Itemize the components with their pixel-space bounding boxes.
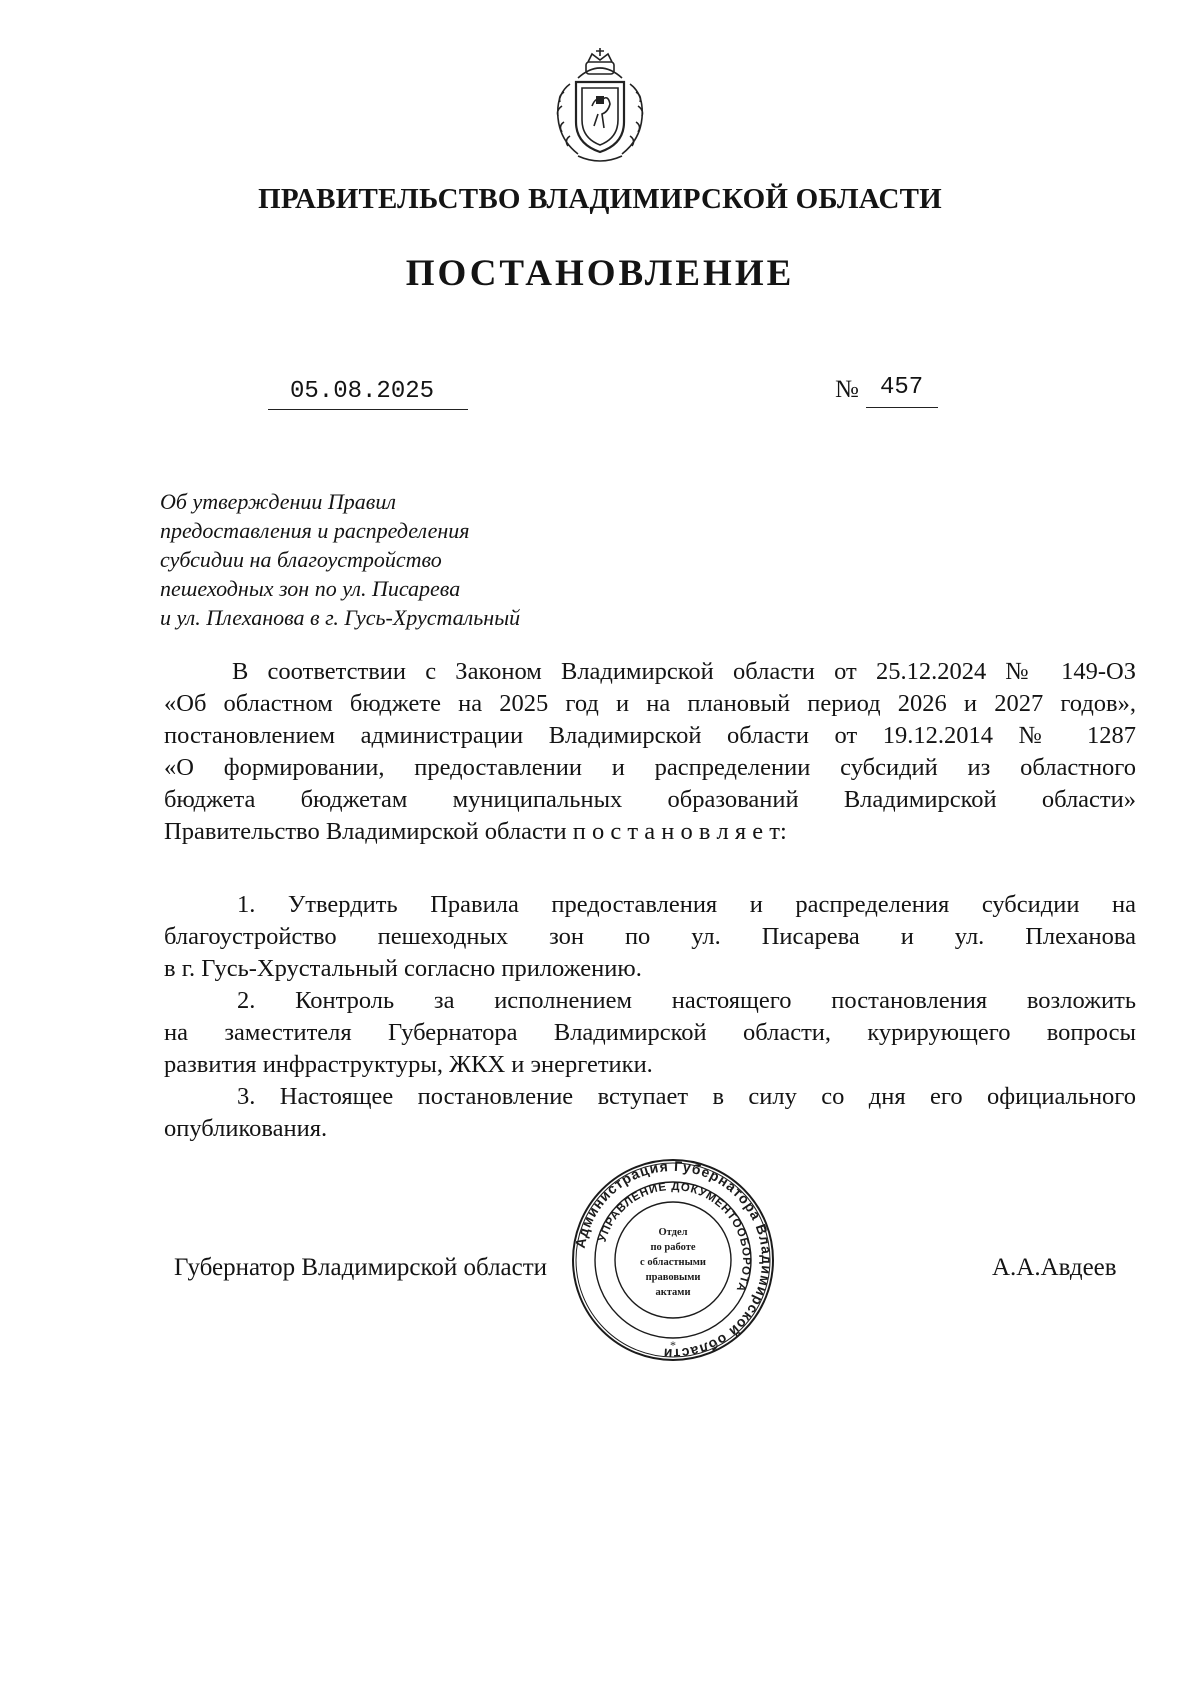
government-title: ПРАВИТЕЛЬСТВО ВЛАДИМИРСКОЙ ОБЛАСТИ (258, 183, 942, 215)
subject-line: субсидии на благоустройство (160, 547, 442, 572)
seal-center-line: Отдел (658, 1227, 688, 1238)
preamble-line: постановлением администрации Владимирской области от 19.12.2014 № 1287 (164, 722, 1136, 749)
number-field (866, 373, 938, 408)
item-line: 1. Утвердить Правила предоставления и распределения субсидии на (237, 891, 1136, 918)
list-item (164, 985, 1136, 1081)
number-sign: № (835, 376, 859, 403)
coat-of-arms-icon (548, 48, 652, 166)
list-item (164, 889, 1136, 985)
official-seal-icon (570, 1157, 776, 1363)
item-line: в г. Гусь-Хрустальный согласно приложению. (164, 955, 642, 982)
preamble-line: бюджета бюджетам муниципальных образований Владимирской области» (164, 786, 1136, 813)
preamble-paragraph (164, 656, 1136, 848)
seal-center-line: с областными (640, 1257, 706, 1268)
item-line: развития инфраструктуры, ЖКХ и энергетики. (164, 1051, 653, 1078)
subject-line: пешеходных зон по ул. Писарева (160, 576, 461, 601)
document-date: 05.08.2025 (290, 378, 435, 405)
item-line: благоустройство пешеходных зон по ул. Писарева и ул. Плеханова (164, 923, 1136, 950)
preamble-line: В соответствии с Законом Владимирской области от 25.12.2024 № 149-ОЗ (232, 658, 1136, 685)
subject-line: предоставления и распределения (160, 518, 470, 543)
item-line: 2. Контроль за исполнением настоящего постановления возложить (237, 987, 1136, 1014)
signatory-title: Губернатор Владимирской области (174, 1254, 548, 1281)
subject-line: и ул. Плеханова в г. Гусь-Хрустальный (160, 605, 521, 630)
seal-center-line: правовыми (645, 1272, 701, 1283)
list-item (164, 1081, 1136, 1145)
seal-center-line: по работе (650, 1242, 696, 1253)
subject-line: Об утверждении Правил (160, 489, 396, 514)
preamble-line: «О формировании, предоставлении и распределении субсидий из областного (164, 754, 1136, 781)
signatory-name: А.А.Авдеев (992, 1254, 1117, 1281)
document-type: ПОСТАНОВЛЕНИЕ (405, 253, 795, 294)
item-line: 3. Настоящее постановление вступает в силу со дня его официального (237, 1083, 1136, 1110)
seal-center-line: актами (655, 1287, 691, 1298)
resolution-items (164, 889, 1136, 1145)
document-subject (160, 487, 620, 632)
date-field (268, 375, 468, 410)
seal-outer-text: Администрация Губернатора Владимирской области (571, 1157, 776, 1363)
document-number: 457 (880, 374, 924, 401)
item-line: на заместителя Губернатора Владимирской области, курирующего вопросы (164, 1019, 1136, 1046)
item-line: опубликования. (164, 1115, 328, 1142)
preamble-line: «Об областном бюджете на 2025 год и на плановый период 2026 и 2027 годов», (164, 690, 1136, 717)
seal-star: * (670, 1338, 676, 1352)
preamble-line: Правительство Владимирской области п о с т а н о в л я е т: (164, 818, 787, 845)
seal-inner-text: УПРАВЛЕНИЕ ДОКУМЕНТООБОРОТА (596, 1180, 753, 1294)
